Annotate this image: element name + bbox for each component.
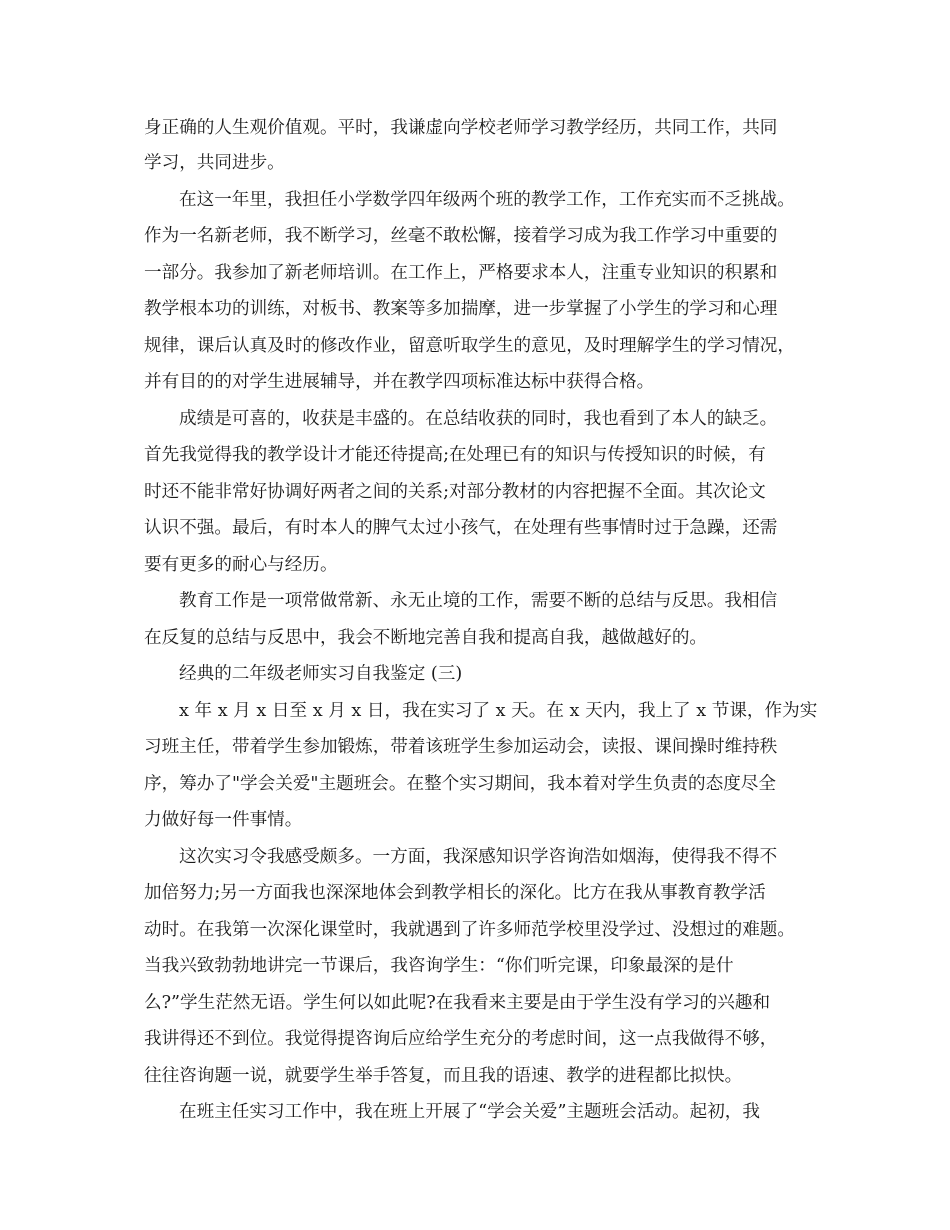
paragraph-start: 成绩是可喜的，收获是丰盛的。在总结收获的同时，我也看到了本人的缺乏。: [179, 409, 778, 429]
text-line: 一部分。我参加了新老师培训。在工作上，严格要求本人，注重专业知识的积累和: [144, 263, 778, 283]
paragraph-start: x 年 x 月 x 日至 x 月 x 日，我在实习了 x 天。在 x 天内，我上了 x 节课，作为实: [179, 701, 818, 721]
text-line: 往往咨询题一说，就要学生举手答复，而且我的语速、教学的进程都比拟快。: [144, 1066, 743, 1086]
paragraph-start: 在这一年里，我担任小学数学四年级两个班的教学工作，工作充实而不乏挑战。: [179, 190, 795, 210]
text-line: 当我兴致勃勃地讲完一节课后，我咨询学生：“你们听完课，印象最深的是什: [144, 956, 734, 976]
paragraph-start: 教育工作是一项常做常新、永无止境的工作，需要不断的总结与反思。我相信: [179, 591, 778, 611]
text-line: 学习，共同进步。: [144, 153, 285, 173]
text-line: 认识不强。最后，有时本人的脾气太过小孩气，在处理有些事情时过于急躁，还需: [144, 518, 778, 538]
text-line: 身正确的人生观价值观。平时，我谦虚向学校老师学习教学经历，共同工作，共同: [144, 118, 778, 138]
text-line: 并有目的的对学生进展辅导，并在教学四项标准达标中获得合格。: [144, 372, 655, 392]
text-line: 加倍努力;另一方面我也深深地体会到教学相长的深化。比方在我从事教育教学活: [144, 883, 766, 903]
section-heading: 经典的二年级老师实习自我鉴定 (三): [179, 664, 463, 684]
text-line: 作为一名新老师，我不断学习，丝毫不敢松懈，接着学习成为我工作学习中重要的: [144, 226, 778, 246]
text-line: 力做好每一件事情。: [144, 810, 303, 830]
text-line: 教学根本功的训练，对板书、教案等多加揣摩，进一步掌握了小学生的学习和心理: [144, 299, 778, 319]
text-line: 动时。在我第一次深化课堂时，我就遇到了许多师范学校里没学过、没想过的难题。: [144, 920, 795, 940]
text-line: 习班主任，带着学生参加锻炼，带着该班学生参加运动会，读报、课间操时维持秩: [144, 737, 778, 757]
text-line: 要有更多的耐心与经历。: [144, 555, 338, 575]
text-line: 么?”学生茫然无语。学生何以如此呢?在我看来主要是由于学生没有学习的兴趣和: [144, 993, 771, 1013]
text-line: 时还不能非常好协调好两者之间的关系;对部分教材的内容把握不全面。其次论文: [144, 482, 766, 502]
text-line: 规律，课后认真及时的修改作业，留意听取学生的意见，及时理解学生的学习情况，: [144, 336, 795, 356]
text-line: 首先我觉得我的教学设计才能还待提高;在处理已有的知识与传授知识的时候，有: [144, 445, 766, 465]
text-line: 序，筹办了"学会关爱"主题班会。在整个实习期间，我本着对学生负责的态度尽全: [144, 774, 776, 794]
paragraph-start: 这次实习令我感受颇多。一方面，我深感知识学咨询浩如烟海，使得我不得不: [179, 847, 778, 867]
text-line: 我讲得还不到位。我觉得提咨询后应给学生充分的考虑时间，这一点我做得不够，: [144, 1029, 778, 1049]
paragraph-start: 在班主任实习工作中，我在班上开展了“学会关爱”主题班会活动。起初，我: [179, 1102, 760, 1122]
text-line: 在反复的总结与反思中，我会不断地完善自我和提高自我，越做越好的。: [144, 628, 708, 648]
